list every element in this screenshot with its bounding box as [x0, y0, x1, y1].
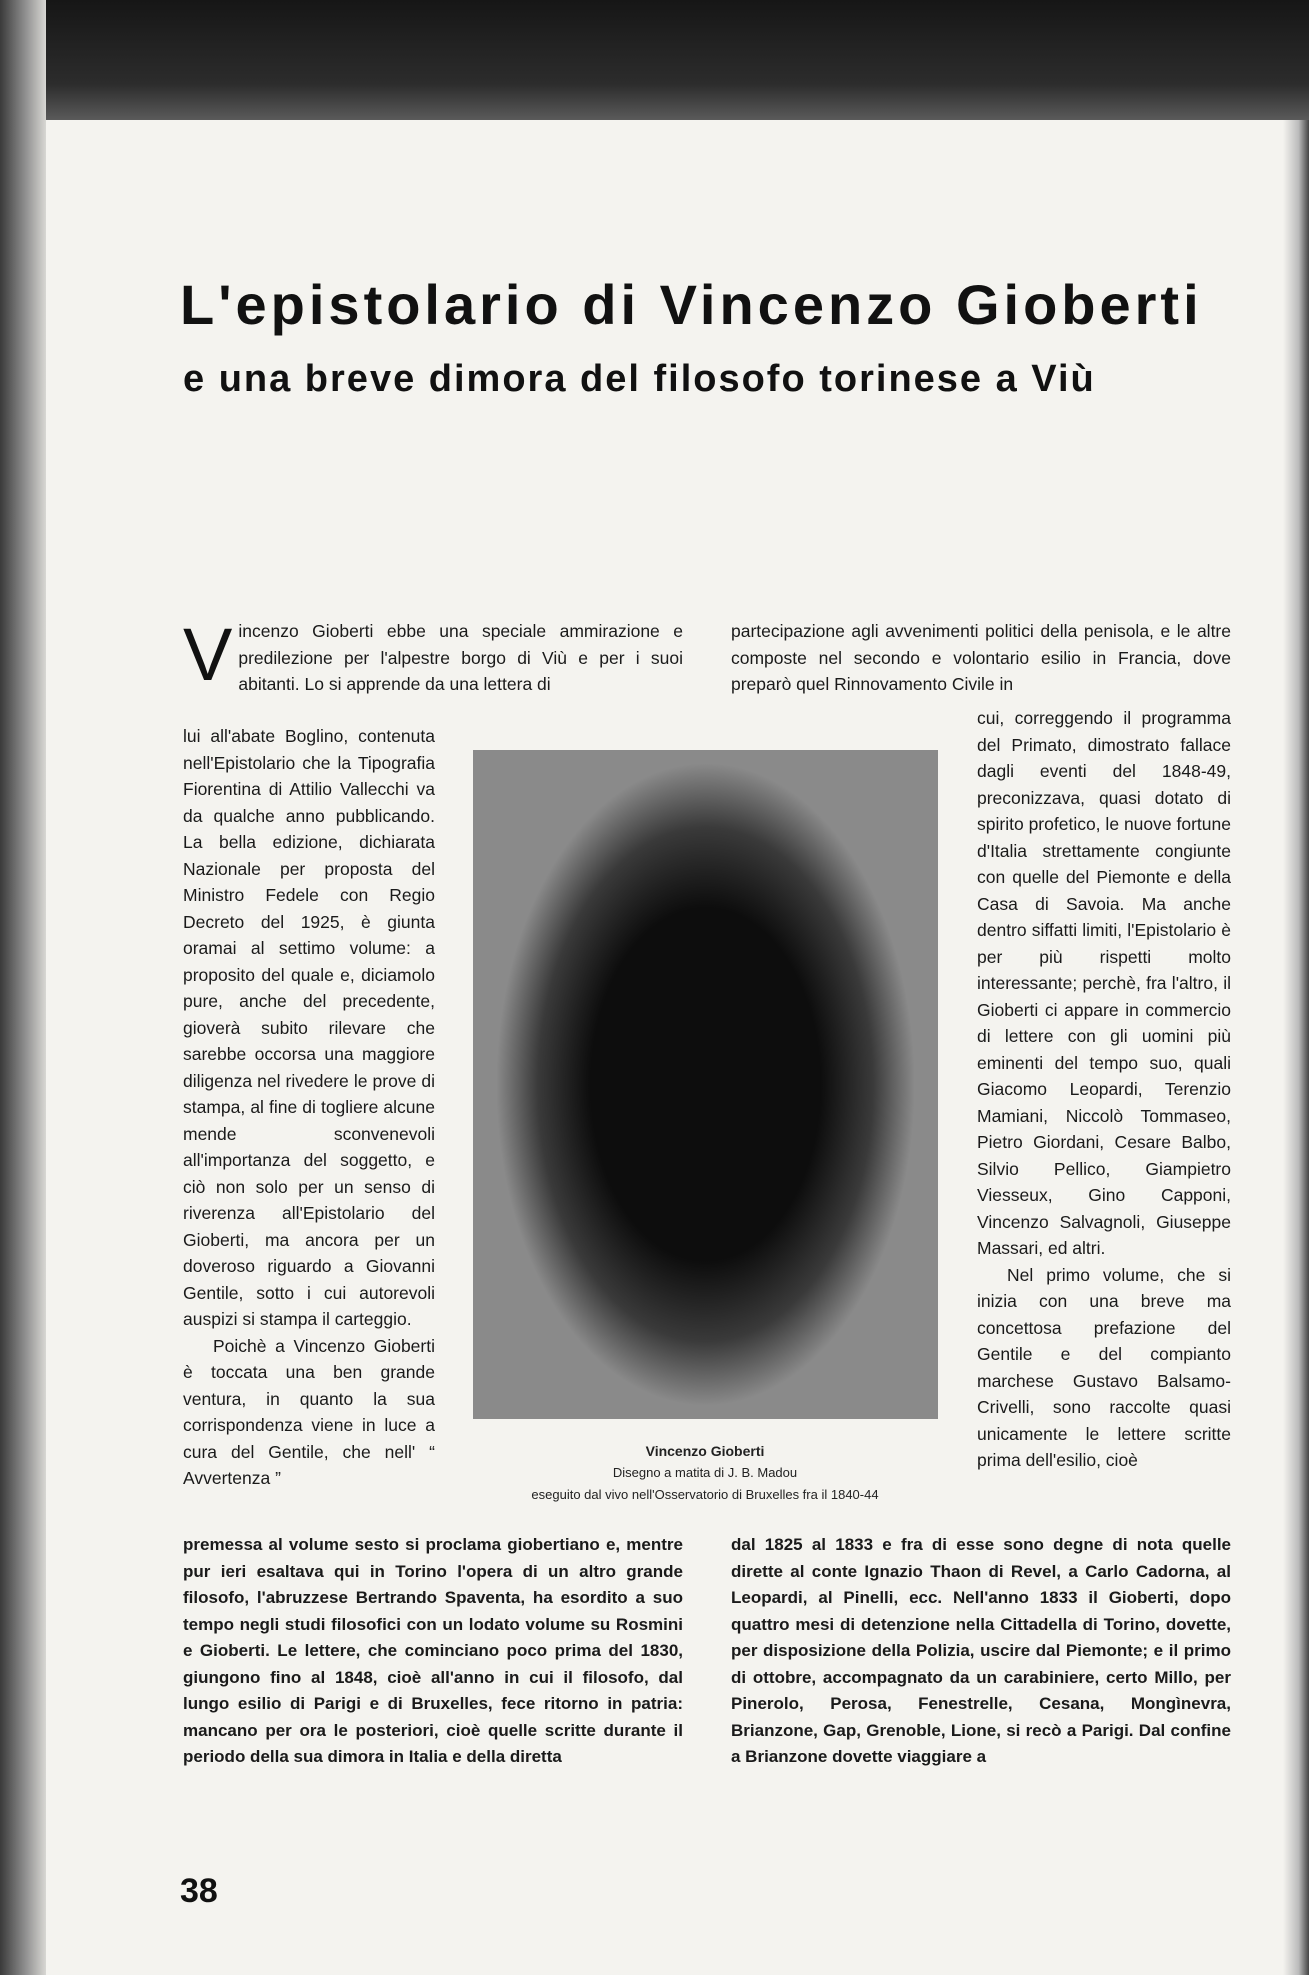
column-2-intro [731, 618, 1231, 698]
drop-cap: V [183, 613, 233, 696]
portrait-caption [470, 1440, 940, 1506]
caption-line-2: eseguito dal vivo nell'Osservatorio di Bruxelles fra il 1840-44 [531, 1487, 879, 1502]
scan-shadow-right [1283, 120, 1309, 1975]
column-1-intro [183, 613, 683, 698]
column-2-bottom [731, 1532, 1231, 1771]
column-1-paragraph-2: Poichè a Vincenzo Gioberti è toccata una ben grande ventura, in quanto la sua corrispondenza viene in luce a cura del Gentile, che nell' “ Avvertenza ” [183, 1335, 435, 1488]
column-1-narrow [183, 723, 435, 1492]
column-2-paragraph-2: Nel primo volume, che si inizia con una breve ma concettosa prefazione del Gentile e del compianto marchese Gustavo Balsamo-Crivelli, sono raccolte quasi unicamente le lettere scritte prima dell'esilio, cioè [977, 1264, 1231, 1470]
column-2-bottom-text: dal 1825 al 1833 e fra di esse sono degne di nota quelle dirette al conte Ignazio Thaon di Revel, a Carlo Cadorna, al Leopardi, al Pinelli, ecc. Nell'anno 1833 il Gioberti, dopo quattro mesi di detenzione nella Cittadella di Torino, dovette, per disposizione della Polizia, uscire dal Piemonte; e il primo di ottobre, accompagnato da un carabiniere, certo Millo, per Pinerolo, Perosa, Fenestrelle, Cesana, Mongìnevra, Brianzone, Gap, Grenoble, Lione, si recò a Parigi. Dal confine a Brianzone dovette viaggiare a [731, 1535, 1231, 1766]
column-1-bottom-text: premessa al volume sesto si proclama giobertiano e, mentre pur ieri esaltava qui in Torino l'opera di un altro grande filosofo, l'abruzzese Bertrando Spaventa, ha esordito a suo tempo negli studi filosofici con un lodato volume su Rosmini e Gioberti. Le lettere, che cominciano poco prima del 1830, giungono fino al 1848, cioè all'anno in cui il filosofo, dal lungo esilio di Parigi e di Bruxelles, fece ritorno in patria: mancano per ora le posteriori, cioè quelle scritte durante il periodo della sua dimora in Italia e della diretta [183, 1535, 683, 1766]
column-2-narrow [977, 705, 1231, 1474]
scan-shadow-left [0, 0, 46, 1975]
column-1-paragraph-1: lui all'abate Boglino, contenuta nell'Epistolario che la Tipografia Fiorentina di Attilio Vallecchi va da qualche anno pubblicando. La bella edizione, dichiarata Nazionale per proposta del Ministro Fedele con Regio Decreto del 1925, è giunta oramai al settimo volume: a proposito del quale e, diciamolo pure, anche del precedente, gioverà subito rilevare che sarebbe occorsa una maggiore diligenza nel rivedere le prove di stampa, al fine di togliere alcune mende sconvenevoli all'importanza del soggetto, e ciò non solo per un senso di riverenza all'Epistolario del Gioberti, ma ancora per un doveroso riguardo a Giovanni Gentile, sotto i cui autorevoli auspizi si stampa il carteggio. [183, 726, 435, 1329]
scan-shadow-top [0, 0, 1309, 120]
column-2-paragraph-1: cui, correggendo il programma del Primato, dimostrato fallace dagli eventi del 1848-49, preconizzava, quasi dotato di spirito profetico, le nuove fortune d'Italia strettamente congiunte con quelle del Piemonte e della Casa di Savoia. Ma anche dentro siffatti limiti, l'Epistolario è per più rispetti molto interessante; perchè, fra l'altro, il Gioberti ci appare in commercio di lettere con gli uomini più eminenti del tempo suo, quali Giacomo Leopardi, Terenzio Mamiani, Niccolò Tommaseo, Pietro Giordani, Cesare Balbo, Silvio Pellico, Giampietro Viesseux, Gino Capponi, Vincenzo Salvagnoli, Giuseppe Massari, ed altri. [977, 708, 1231, 1258]
article-title: L'epistolario di Vincenzo Gioberti [180, 273, 1203, 336]
portrait-image [473, 750, 938, 1419]
article-subtitle: e una breve dimora del filosofo torinese a Viù [183, 358, 1096, 400]
caption-line-1: Disegno a matita di J. B. Madou [612, 1465, 798, 1480]
column-2-intro-text: partecipazione agli avvenimenti politici della penisola, e le altre composte nel secondo e volontario esilio in Francia, dove preparò quel Rinnovamento Civile in [731, 621, 1231, 694]
column-1-intro-text: incenzo Gioberti ebbe una speciale ammirazione e predilezione per l'alpestre borgo di Viù e per i suoi abitanti. Lo si apprende da una lettera di [238, 621, 683, 694]
page-number: 38 [180, 1872, 218, 1910]
caption-title: Vincenzo Gioberti [645, 1443, 765, 1459]
column-1-bottom [183, 1532, 683, 1771]
